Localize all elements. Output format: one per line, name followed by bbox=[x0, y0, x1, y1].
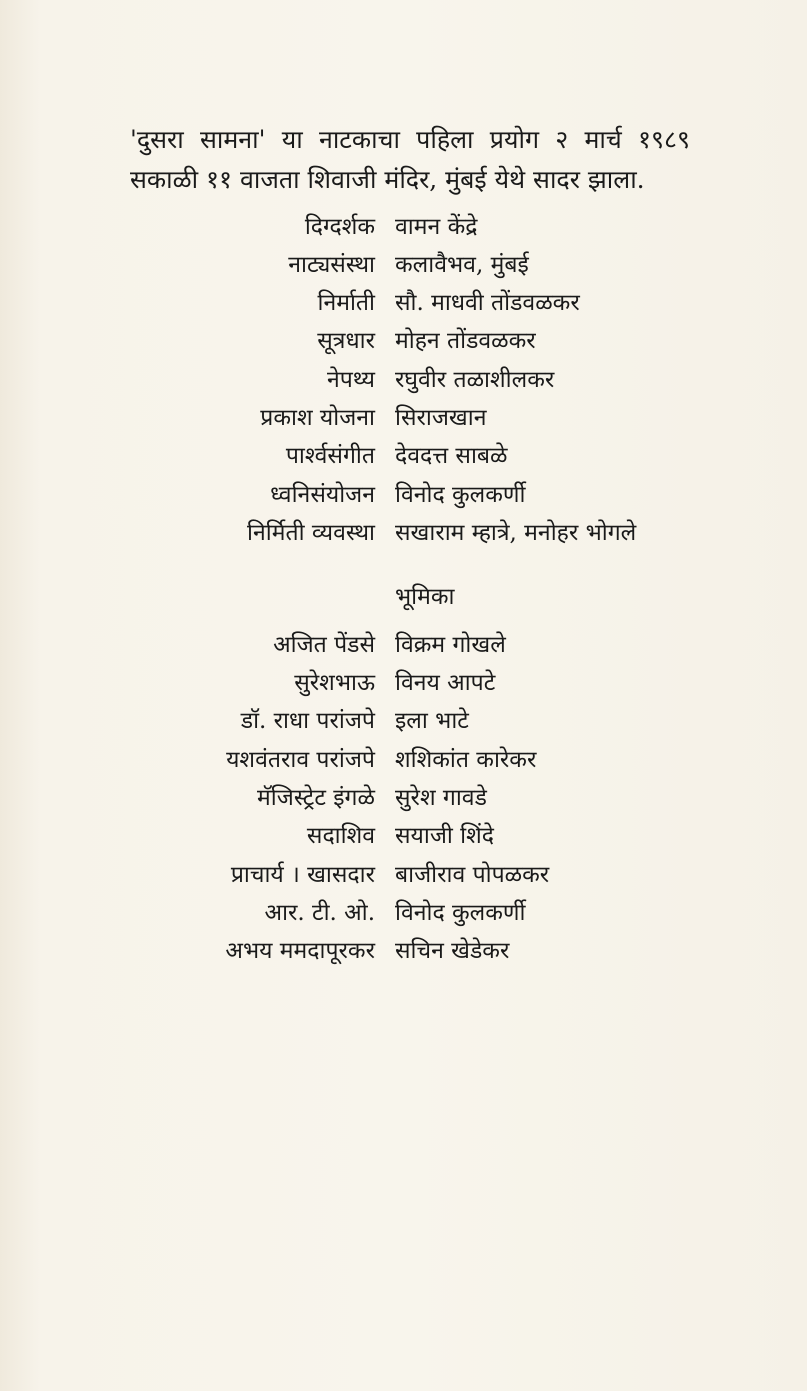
cast-row bbox=[0, 779, 807, 817]
actor-name: शशिकांत कारेकर bbox=[395, 747, 537, 773]
credit-name: सखाराम म्हात्रे, मनोहर भोगले bbox=[395, 520, 637, 546]
cast-row bbox=[0, 741, 807, 779]
premiere-note: 'दुसरा सामना' या नाटकाचा पहिला प्रयोग २ मार्च १९८९ सकाळी ११ वाजता शिवाजी मंदिर, मुंबई येथे सादर झाला. bbox=[130, 125, 690, 194]
actor-name: सचिन खेडेकर bbox=[395, 938, 510, 964]
cast-row bbox=[0, 702, 807, 740]
cast-row bbox=[0, 894, 807, 932]
actor-name: विनोद कुलकर्णी bbox=[395, 900, 526, 926]
credit-role: प्रकाश योजना bbox=[260, 405, 375, 431]
credit-row bbox=[0, 399, 807, 437]
credit-row bbox=[0, 514, 807, 552]
character-name: डॉ. राधा परांजपे bbox=[240, 708, 375, 734]
credit-row bbox=[0, 208, 807, 246]
credit-name: विनोद कुलकर्णी bbox=[395, 482, 526, 508]
credit-row bbox=[0, 246, 807, 284]
cast-row bbox=[0, 932, 807, 970]
credit-role: नाट्यसंस्था bbox=[288, 252, 375, 278]
cast-heading: भूमिका bbox=[395, 584, 455, 610]
credit-name: देवदत्त साबळे bbox=[395, 443, 508, 469]
actor-name: इला भाटे bbox=[395, 708, 469, 734]
cast-row bbox=[0, 856, 807, 894]
credit-role: ध्वनिसंयोजन bbox=[270, 482, 375, 508]
credit-role: पार्श्वसंगीत bbox=[285, 443, 375, 469]
credit-name: कलावैभव, मुंबई bbox=[395, 252, 529, 278]
credit-role: सूत्रधार bbox=[317, 328, 375, 354]
character-name: सुरेशभाऊ bbox=[294, 670, 375, 696]
character-name: मॅजिस्ट्रेट इंगळे bbox=[257, 785, 375, 811]
credit-name: मोहन तोंडवळकर bbox=[395, 328, 536, 354]
actor-name: विनय आपटे bbox=[395, 670, 496, 696]
credit-role: निर्मिती व्यवस्था bbox=[247, 520, 375, 546]
character-name: यशवंतराव परांजपे bbox=[226, 747, 375, 773]
character-name: अभय ममदापूरकर bbox=[225, 938, 375, 964]
credit-row bbox=[0, 476, 807, 514]
actor-name: बाजीराव पोपळकर bbox=[395, 862, 550, 888]
actor-name: विक्रम गोखले bbox=[395, 632, 506, 658]
credit-row bbox=[0, 284, 807, 322]
credit-role: दिग्दर्शक bbox=[304, 214, 375, 240]
cast-row bbox=[0, 626, 807, 664]
character-name: अजित पेंडसे bbox=[273, 632, 375, 658]
character-name: आर. टी. ओ. bbox=[264, 900, 375, 926]
character-name: प्राचार्य । खासदार bbox=[230, 862, 375, 888]
cast-row bbox=[0, 664, 807, 702]
credit-row bbox=[0, 322, 807, 360]
credit-role: नेपथ्य bbox=[326, 367, 375, 393]
cast-row bbox=[0, 817, 807, 855]
credit-role: निर्माती bbox=[317, 290, 375, 316]
actor-name: सयाजी शिंदे bbox=[395, 823, 494, 849]
character-name: सदाशिव bbox=[306, 823, 375, 849]
actor-name: सुरेश गावडे bbox=[395, 785, 487, 811]
credit-name: सिराजखान bbox=[395, 405, 487, 431]
credit-name: वामन केंद्रे bbox=[395, 214, 478, 240]
credit-row bbox=[0, 361, 807, 399]
credit-row bbox=[0, 437, 807, 475]
credit-name: रघुवीर तळाशीलकर bbox=[395, 367, 555, 393]
credit-name: सौ. माधवी तोंडवळकर bbox=[395, 290, 580, 316]
